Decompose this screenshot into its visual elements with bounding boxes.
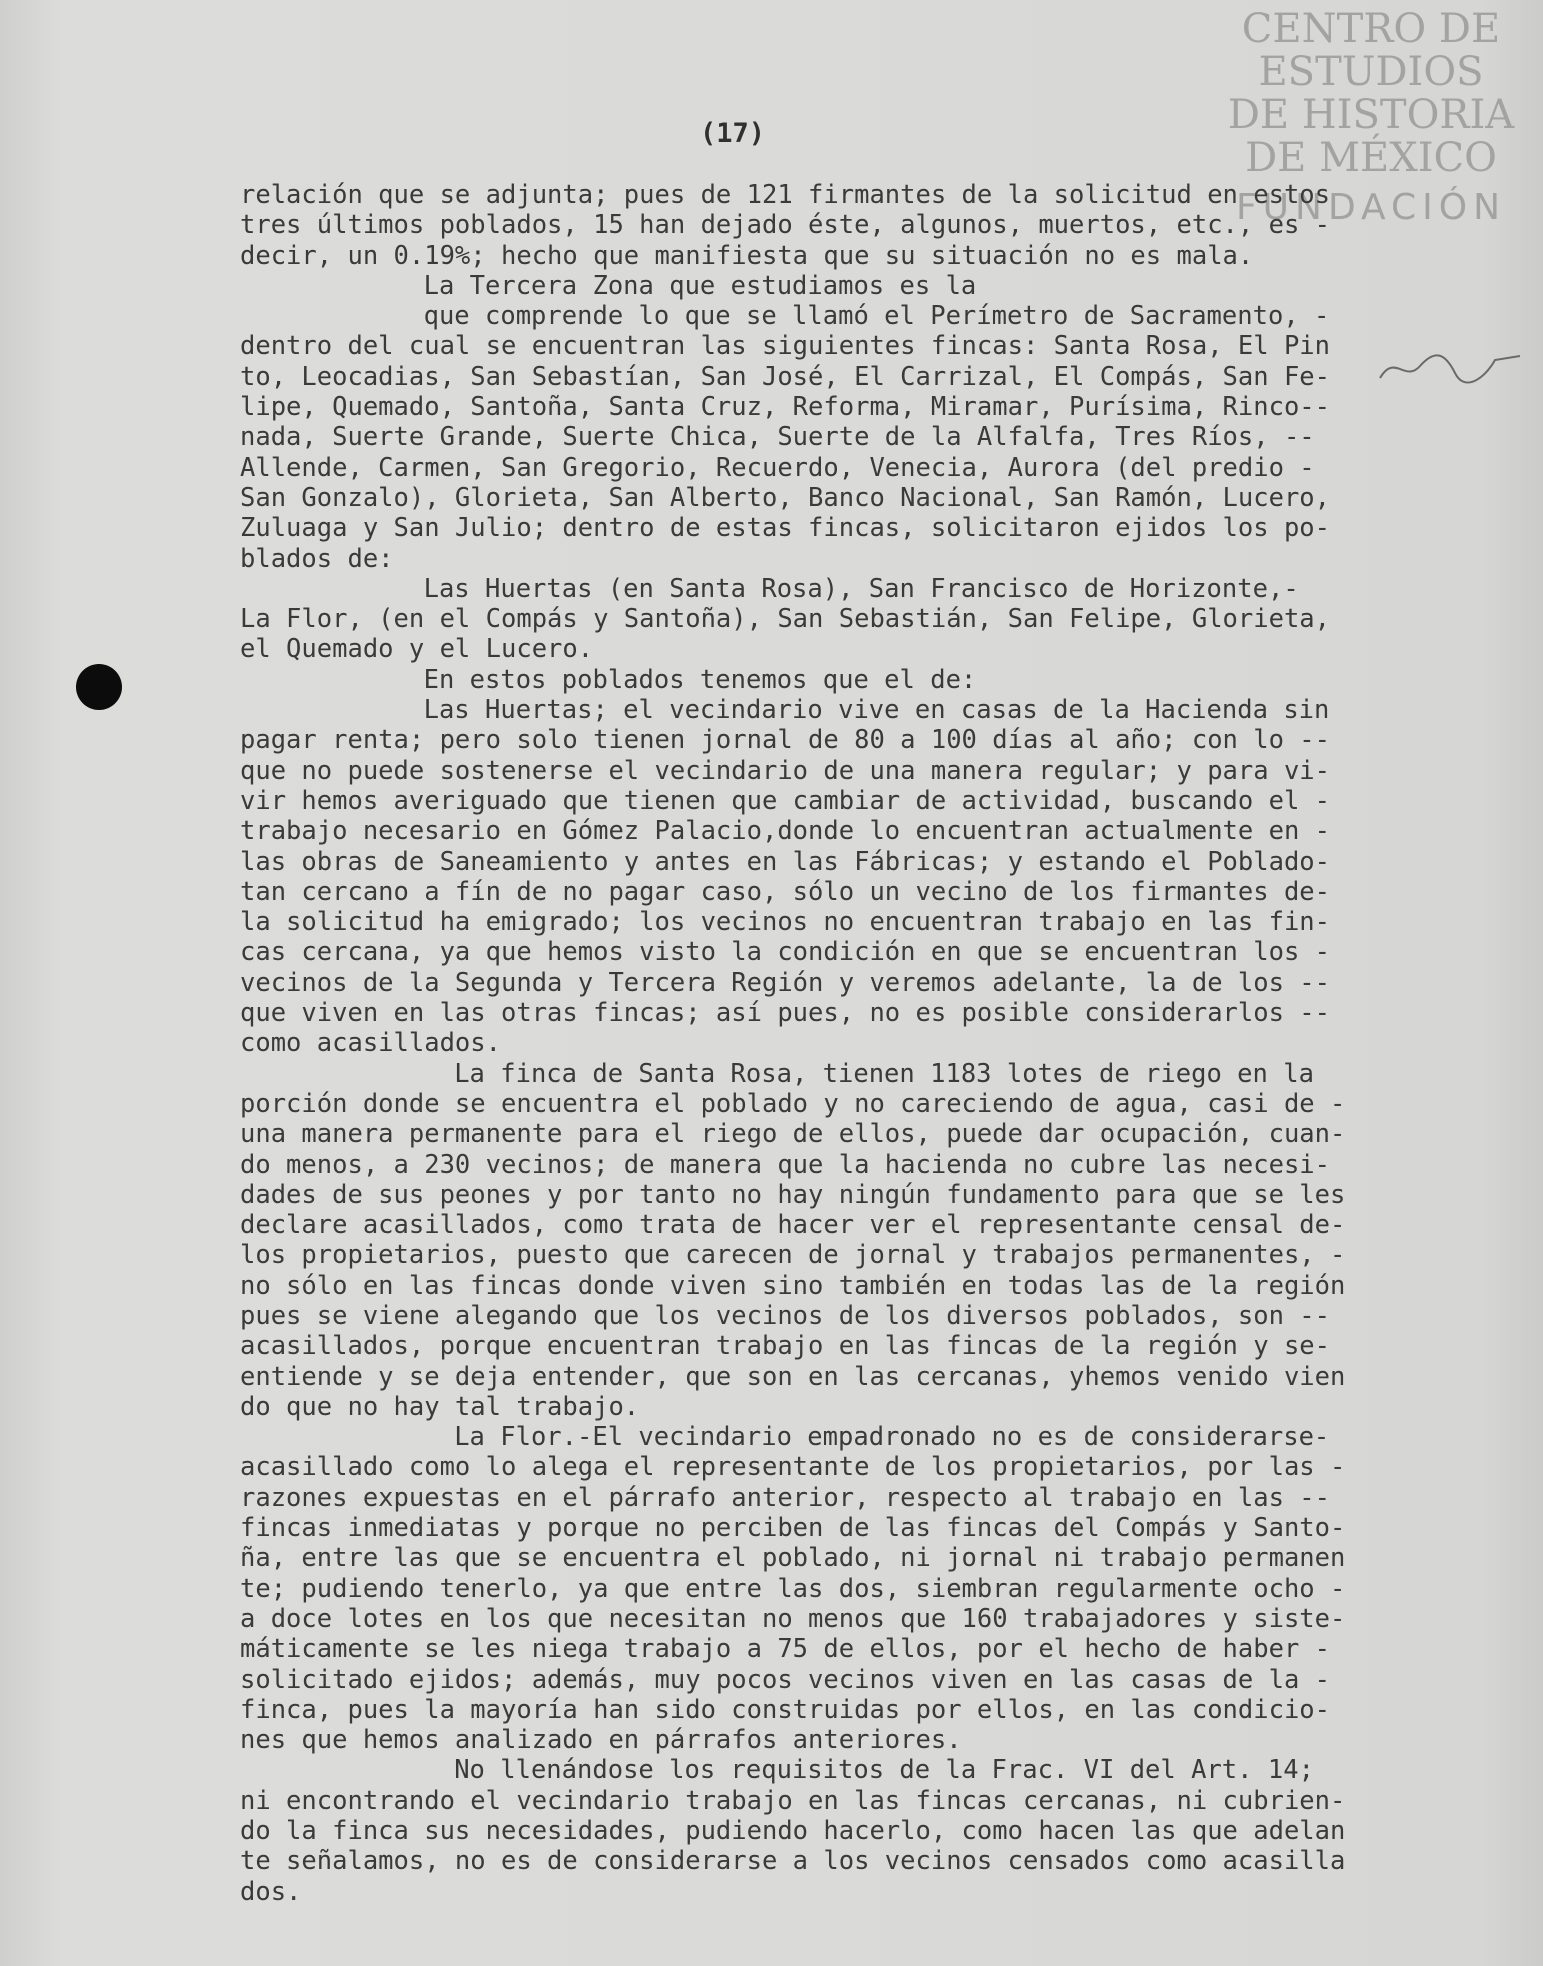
text-line: dentro del cual se encuentran las siguientes fincas: Santa Rosa, El Pin xyxy=(240,331,1331,362)
text-line: No llenándose los requisitos de la Frac. VI del Art. 14; xyxy=(454,1755,1314,1786)
text-line: San Gonzalo), Glorieta, San Alberto, Banco Nacional, San Ramón, Lucero, xyxy=(240,482,1331,513)
typed-text-body xyxy=(240,180,1530,1907)
text-line: vecinos de la Segunda y Tercera Región y veremos adelante, la de los -- xyxy=(240,967,1331,998)
text-line: Las Huertas; el vecindario vive en casas de la Hacienda sin xyxy=(423,695,1330,726)
text-line: ña, entre las que se encuentra el poblado, ni jornal ni trabajo permanen xyxy=(240,1543,1346,1574)
text-line: do menos, a 230 vecinos; de manera que la hacienda no cubre las necesi- xyxy=(240,1149,1331,1180)
text-line: solicitado ejidos; además, muy pocos vecinos viven en las casas de la - xyxy=(240,1664,1331,1695)
text-line: declare acasillados, como trata de hacer ver el representante censal de- xyxy=(240,1210,1346,1241)
text-line: do la finca sus necesidades, pudiendo hacerlo, como hacen las que adelan xyxy=(240,1816,1346,1847)
text-line: que comprende lo que se llamó el Perímetro de Sacramento, - xyxy=(423,301,1330,332)
text-line: las obras de Saneamiento y antes en las Fábricas; y estando el Poblado- xyxy=(240,846,1331,877)
text-line: do que no hay tal trabajo. xyxy=(240,1391,640,1422)
text-line: dades de sus peones y por tanto no hay ningún fundamento para que se les xyxy=(240,1179,1346,1210)
watermark-line: DE HISTORIA xyxy=(1227,92,1515,138)
text-line: que no puede sostenerse el vecindario de una manera regular; y para vi- xyxy=(240,755,1331,786)
text-line: cas cercana, ya que hemos visto la condición en que se encuentran los - xyxy=(240,937,1331,968)
watermark-line: CENTRO DE xyxy=(1241,6,1501,52)
text-line: trabajo necesario en Gómez Palacio,donde lo encuentran actualmente en - xyxy=(240,816,1331,847)
text-line: nes que hemos analizado en párrafos anteriores. xyxy=(240,1725,962,1756)
text-line: acasillado como lo alega el representante de los propietarios, por las - xyxy=(240,1452,1346,1483)
text-line: La Tercera Zona que estudiamos es la xyxy=(423,270,977,301)
text-line: que viven en las otras fincas; así pues, no es posible considerarlos -- xyxy=(240,998,1331,1029)
text-line: una manera permanente para el riego de ellos, puede dar ocupación, cuan- xyxy=(240,1119,1346,1150)
text-line: blados de: xyxy=(240,543,394,574)
watermark-line: FUNDACIÓN xyxy=(1235,187,1507,228)
text-line: los propietarios, puesto que carecen de jornal y trabajos permanentes, - xyxy=(240,1240,1346,1271)
text-line: te señalamos, no es de considerarse a los vecinos censados como acasilla xyxy=(240,1846,1346,1877)
text-line: vir hemos averiguado que tienen que cambiar de actividad, buscando el - xyxy=(240,785,1331,816)
text-line: la solicitud ha emigrado; los vecinos no encuentran trabajo en las fin- xyxy=(240,907,1331,938)
text-line: acasillados, porque encuentran trabajo en las fincas de la región y se- xyxy=(240,1331,1331,1362)
text-line: fincas inmediatas y porque no perciben de las fincas del Compás y Santo- xyxy=(240,1513,1346,1544)
text-line: a doce lotes en los que necesitan no menos que 160 trabajadores y siste- xyxy=(240,1603,1346,1634)
text-line: lipe, Quemado, Santoña, Santa Cruz, Reforma, Miramar, Purísima, Rinco-- xyxy=(240,392,1331,423)
text-line: máticamente se les niega trabajo a 75 de ellos, por el hecho de haber - xyxy=(240,1634,1331,1665)
text-line: Zuluaga y San Julio; dentro de estas fincas, solicitaron ejidos los po- xyxy=(240,513,1331,544)
text-line: porción donde se encuentra el poblado y no careciendo de agua, casi de - xyxy=(240,1088,1346,1119)
text-line: el Quemado y el Lucero. xyxy=(240,634,594,665)
watermark-line: ESTUDIOS xyxy=(1258,49,1484,95)
text-line: dos. xyxy=(240,1876,302,1907)
text-line: como acasillados. xyxy=(240,1028,501,1059)
punch-hole xyxy=(76,664,122,710)
text-line: entiende y se deja entender, que son en las cercanas, yhemos venido vien xyxy=(240,1361,1346,1392)
page-number: (17) xyxy=(700,118,766,149)
text-line: tres últimos poblados, 15 han dejado éste, algunos, muertos, etc., es - xyxy=(240,210,1331,241)
text-line: ni encontrando el vecindario trabajo en las fincas cercanas, ni cubrien- xyxy=(240,1785,1346,1816)
text-line: pagar renta; pero solo tienen jornal de 80 a 100 días al año; con lo -- xyxy=(240,725,1331,756)
text-line: La finca de Santa Rosa, tienen 1183 lotes de riego en la xyxy=(454,1058,1314,1089)
text-line: relación que se adjunta; pues de 121 firmantes de la solicitud en estos xyxy=(240,180,1331,210)
text-line: decir, un 0.19%; hecho que manifiesta que su situación no es mala. xyxy=(240,240,1254,271)
text-line: pues se viene alegando que los vecinos de los diversos poblados, son -- xyxy=(240,1300,1331,1331)
text-line: finca, pues la mayoría han sido construidas por ellos, en las condicio- xyxy=(240,1694,1331,1725)
text-line: La Flor, (en el Compás y Santoña), San Sebastián, San Felipe, Glorieta, xyxy=(240,604,1331,635)
watermark-line: DE MÉXICO xyxy=(1245,135,1497,181)
text-line: no sólo en las fincas donde viven sino también en todas las de la región xyxy=(240,1270,1346,1301)
text-line: tan cercano a fín de no pagar caso, sólo un vecino de los firmantes de- xyxy=(240,876,1331,907)
text-line: En estos poblados tenemos que el de: xyxy=(423,664,977,695)
text-line: te; pudiendo tenerlo, ya que entre las dos, siembran regularmente ocho - xyxy=(240,1573,1346,1604)
text-line: razones expuestas en el párrafo anterior, respecto al trabajo en las -- xyxy=(240,1482,1331,1513)
text-line: Las Huertas (en Santa Rosa), San Francisco de Horizonte,- xyxy=(423,573,1299,604)
text-line: Allende, Carmen, San Gregorio, Recuerdo, Venecia, Aurora (del predio - xyxy=(240,452,1315,483)
text-line: to, Leocadias, San Sebastían, San José, El Carrizal, El Compás, San Fe- xyxy=(240,361,1331,392)
text-line: nada, Suerte Grande, Suerte Chica, Suerte de la Alfalfa, Tres Ríos, -- xyxy=(240,422,1315,453)
text-line: La Flor.-El vecindario empadronado no es de considerarse- xyxy=(454,1422,1330,1453)
